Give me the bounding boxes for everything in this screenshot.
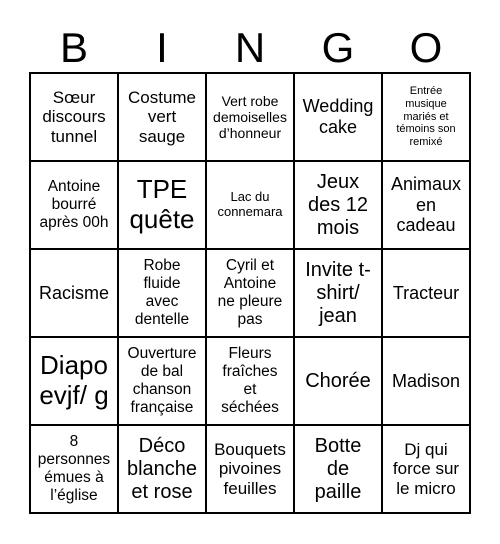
bingo-cell[interactable]: Entrée musique mariés et témoins son remixé	[382, 73, 470, 161]
bingo-cell[interactable]: TPE quête	[118, 161, 206, 249]
bingo-cell[interactable]: Tracteur	[382, 249, 470, 337]
bingo-header	[30, 24, 470, 72]
bingo-cell[interactable]: Robe fluide avec dentelle	[118, 249, 206, 337]
bingo-cell[interactable]: Diapo evjf/ g	[30, 337, 118, 425]
bingo-cell[interactable]: Ouverture de bal chanson française	[118, 337, 206, 425]
header-letter-o: O	[409, 24, 443, 71]
bingo-cell[interactable]: Sœur discours tunnel	[30, 73, 118, 161]
bingo-cell[interactable]: Racisme	[30, 249, 118, 337]
bingo-cell[interactable]: Antoine bourré après 00h	[30, 161, 118, 249]
bingo-cell[interactable]: Cyril et Antoine ne pleure pas	[206, 249, 294, 337]
header-letter-g: G	[321, 24, 355, 71]
bingo-cell[interactable]: Botte de paille	[294, 425, 382, 513]
header-letter-b: B	[59, 24, 88, 71]
bingo-cell[interactable]: Chorée	[294, 337, 382, 425]
bingo-cell[interactable]: Costume vert sauge	[118, 73, 206, 161]
bingo-cell[interactable]: 8 personnes émues à l’église	[30, 425, 118, 513]
bingo-cell[interactable]: Wedding cake	[294, 73, 382, 161]
header-letter-n: N	[234, 24, 266, 71]
bingo-cell[interactable]: Fleurs fraîches et séchées	[206, 337, 294, 425]
bingo-cell[interactable]: Lac du connemara	[206, 161, 294, 249]
bingo-cell[interactable]: Vert robe demoiselles d’honneur	[206, 73, 294, 161]
bingo-cell[interactable]: Madison	[382, 337, 470, 425]
bingo-cell[interactable]: Invite t- shirt/ jean	[294, 249, 382, 337]
bingo-cell[interactable]: Animaux en cadeau	[382, 161, 470, 249]
bingo-grid	[29, 72, 471, 514]
bingo-cell[interactable]: Jeux des 12 mois	[294, 161, 382, 249]
bingo-cell[interactable]: Bouquets pivoines feuilles	[206, 425, 294, 513]
header-letter-i: I	[156, 24, 168, 71]
bingo-cell[interactable]: Dj qui force sur le micro	[382, 425, 470, 513]
bingo-cell[interactable]: Déco blanche et rose	[118, 425, 206, 513]
